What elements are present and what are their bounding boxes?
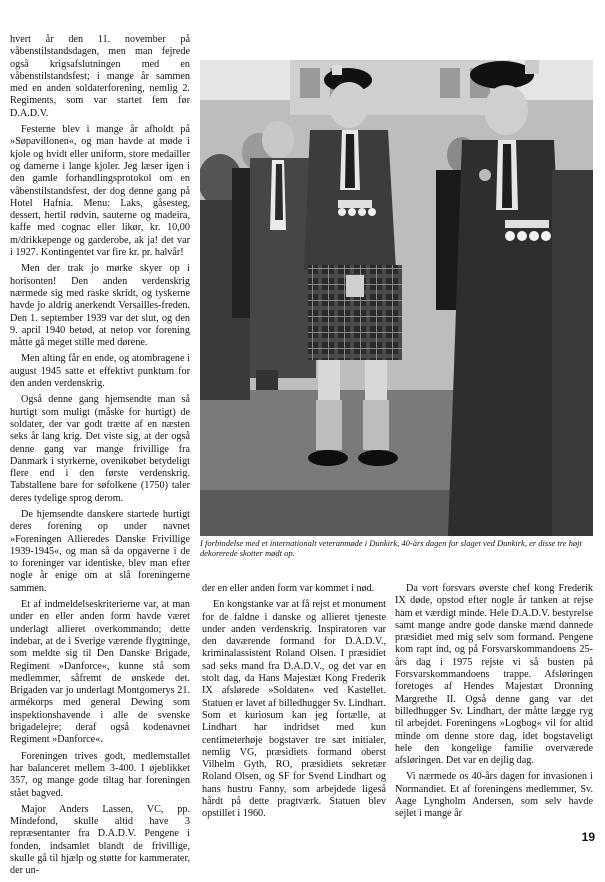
- paragraph: De hjemsendte danskere startede hurtigt deres forening op under navnet »Foreningen Allieredes Danske Frivillige 1939-1945«, og man så da opgaverne i de to foreninger var identiske, blev man efter nogle år enige om at slå foreningerne sammen.: [10, 508, 190, 594]
- middle-text-column: [202, 583, 386, 825]
- page-number: 19: [581, 830, 595, 844]
- paragraph: Major Anders Lassen, VC, pp. Mindefond, skulle altid have 3 repræsentanter fra D.A.D.V. Pengene i fonden, indsamlet blandt de frivillige, skulle gå til hjælp og støtte for kammerater, der un-: [10, 803, 190, 877]
- paragraph: En kongstanke var at få rejst et monument for de faldne i danske og allieret tjeneste under anden verdenskrig. Inspiratoren var den daværende formand for D.A.D.V., kriminalassistent Roland Olsen. I præsidiet sad seks mand fra D.A.D.V., og det var en stolt dag, da Hans Majestæt Kong Frederik IX afslørede »Soldaten« ved Kastellet. Statuen er lavet af billedhugger Sv. Lindhart. Som et kuriosum kan jeg fortælle, at Lindhart har indridset med kun centimeterhøje bogstaver tre sæt initialer, nemlig VG, præsidiets formand oberst Vilhelm Gyth, RO, præsidiets sekretær Roland Olsen, og SF for Svend Lindhart og hans hustru Fanny, som arbejdede ligeså hårdt på dette pragtværk. Statuen blev opstillet i 1960.: [202, 599, 386, 820]
- paragraph: Festerne blev i mange år afholdt på »Søpavillonen«, og man havde at møde i kjole og hvidt eller uniform, store medailler og damerne i lange kjoler. Jeg læser igen i den gamle forhandlingsprotokol om en våbenstilstandsfest, der dog denne gang på Hotel Hafnia. Menu: Laks, gåsesteg, dessert, hertil rødvin, sauterne og madeira, kaffe med cognac eller likør, kr. 10,00 m/drikkepenge og garderobe, ak ja! det var i 1927. Kontingentet var fire kr. pr. halvår!: [10, 124, 190, 259]
- paragraph: Men der trak jo mørke skyer op i horisonten! Den anden verdenskrig nærmede sig med raske skridt, og tyskerne havde jo aldrig anerkendt Versailles-freden. Den 1. september 1939 var det slut, og den 9. april 1940 betød, at netop vor forening måtte gå meget stille med dørene.: [10, 263, 190, 349]
- paragraph: Foreningen trives godt, medlemstallet har balanceret mellem 3-400. I øjeblikket 357, og mange gode tiltag har foreningen stået bagved.: [10, 750, 190, 799]
- paragraph: Da vort forsvars øverste chef kong Frederik IX døde, opstod efter nogle år tanken at rejse ham et værdigt minde. Hele D.A.D.V. bestyrelse samt mange andre gode danske mænd dannede præsidiet med mig selv som formand. Pengene kom rapt ind, og på Forsvarskommandoens 25-års dag i 1975 rejste vi så busten på Forsvarskommandoens trappe. Afsløringen foretoges af Hendes Majestæt Dronning Margrethe II. Også denne gang var det billedhugger Sv. Lindhart, der måtte lægge ryg til arbejdet. Foreningens »Logbog« vil for altid minde om denne store dag, idet bogstaveligt hele den kongelige familie overværede afsløringen. Det var en dejlig dag.: [395, 583, 593, 767]
- veterans-photo: [200, 60, 593, 536]
- right-text-column: [395, 583, 593, 825]
- paragraph: hvert år den 11. november på våbenstilstandsdagen, men man fejrede også krigsafslutningen med en våbenstilstandsfest; i mange år sammen med en anden soldaterforening, nemlig 2. Regiments, som var startet fem før D.A.D.V.: [10, 34, 190, 119]
- paragraph: Vi nærmede os 40-års dagen for invasionen i Normandiet. Et af foreningens medlemmer, Sv. Aage Lyngholm Andersen, som selv havde sejlet i mange år: [395, 771, 593, 820]
- paragraph: Men alting får en ende, og atombragene i august 1945 satte et effektivt punktum for den anden verdenskrig.: [10, 353, 190, 390]
- photo-caption: I forbindelse med et internationalt veteranmøde i Dunkirk, 40-års dagen for slaget ved Dunkirk, er disse tre højt dekorerede skotter mødt op.: [200, 538, 582, 558]
- left-text-column: [10, 34, 190, 882]
- photo-illustration: [200, 60, 593, 536]
- paragraph: der en eller anden form var kommet i nød.: [202, 583, 375, 594]
- paragraph: Et af indmeldelseskriterierne var, at man under en eller anden form havde været underlagt allieret overkommando; dette indebar, at de i Sverige værende flygtninge, som meldte sig til Den Danske Brigade, Regiment »Danforce«, kunne stå som medlemmer, såfremt de ønskede det. Brigaden var jo underlagt Montgomerys 21. armékorps med general Dewing som inspektionshavende i alle de svenske brigadelejre; deraf også kodenavnet Regiment »Danforce«.: [10, 599, 190, 746]
- paragraph: Også denne gang hjemsendte man så hurtigt som muligt (måske for hurtigt) de soldater, der var godt trætte af en næsten seks år lang krig. Det viste sig, at der også denne gang var mange frivillige fra Danmark i styrkerne, ovenikøbet betydeligt flere end i den første verdenskrig. Tabstallene bare for søfolkene (1750) taler deres tydelige sprog derom.: [10, 394, 190, 504]
